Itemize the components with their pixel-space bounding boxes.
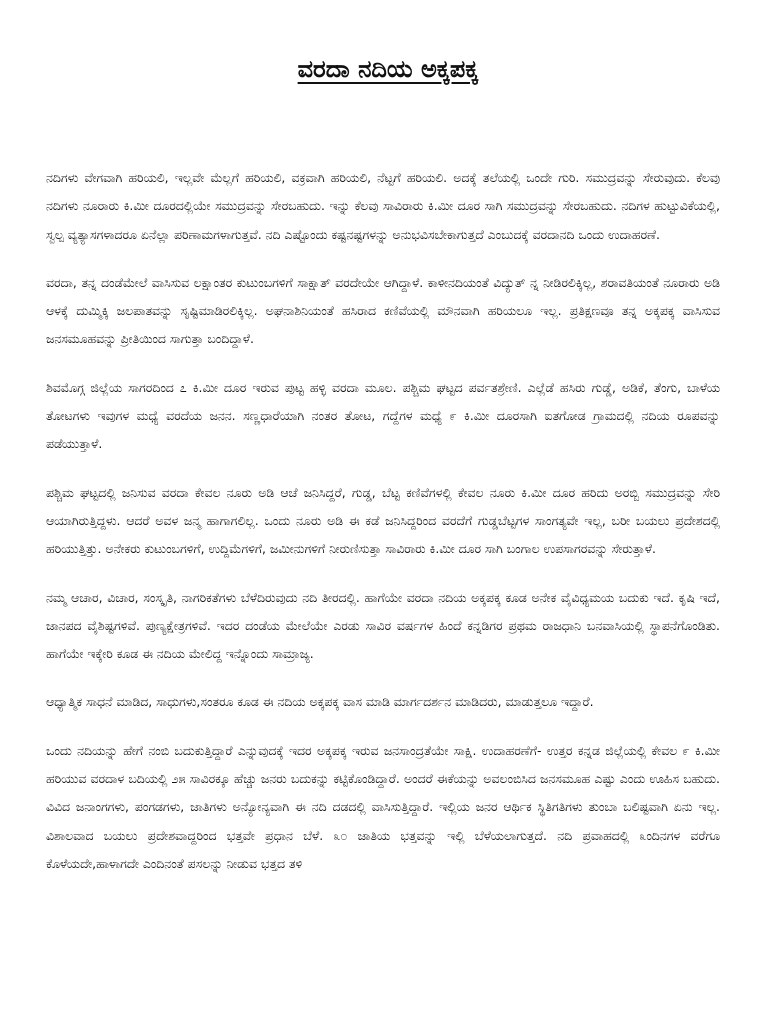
document-title [46, 54, 720, 84]
paragraph-5: ನಮ್ಮ ಆಚಾರ, ವಿಚಾರ, ಸಂಸ್ಕೃತಿ, ನಾಗರಿಕತೆಗಳು ಬೆಳೆದಿರುವುದು ನದಿ ತೀರದಲ್ಲಿ. ಹಾಗೆಯೇ ವರದಾ ನದಿಯ ಅಕ್ಕಪಕ್ಕ ಕೂಡ ಅನೇಕ ವೈವಿಧ್ಯಮಯ ಬದುಕು ಇದೆ. ಕೃಷಿ ಇದೆ, ಜಾನಪದ ವೈಶಿಷ್ಟಗಳಿವೆ. ಪುಣ್ಯಕ್ಷೇತ್ರಗಳಿವೆ. ಇದರ ದಂಡೆಯ ಮೇಲೆಯೇ ಎರಡು ಸಾವಿರ ವರ್ಷಗಳ ಹಿಂದೆ ಕನ್ನಡಿಗರ ಪ್ರಥಮ ರಾಜಧಾನಿ ಬನವಾಸಿಯಲ್ಲಿ ಸ್ಥಾಪನೆಗೊಂಡಿತು. ಹಾಗೆಯೇ ಇಕ್ಕೇರಿ ಕೂಡ ಈ ನದಿಯ ಮೇಲಿದ್ದ ಇನ್ನೊಂದು ಸಾಮ್ರಾಜ್ಯ. [46, 589, 720, 662]
paragraph-7: ಒಂದು ನದಿಯನ್ನು ಹೇಗೆ ನಂಬಿ ಬದುಕುತ್ತಿದ್ದಾರೆ ಎನ್ನುವುದಕ್ಕೆ ಇದರ ಅಕ್ಕಪಕ್ಕ ಇರುವ ಜನಸಾಂದ್ರತೆಯೇ ಸಾಕ್ಷಿ. ಉದಾಹರಣೆಗೆ- ಉತ್ತರ ಕನ್ನಡ ಜಿಲ್ಲೆಯಲ್ಲಿ ಕೇವಲ ೯ ಕಿ.ಮೀ ಹರಿಯುವ ವರದಾಳ ಬದಿಯಲ್ಲಿ ೨೫ ಸಾವಿರಕ್ಕೂ ಹೆಚ್ಚು ಜನರು ಬದುಕನ್ನು ಕಟ್ಟಿಕೊಂಡಿದ್ದಾರೆ. ಅಂದರೆ ಈಕೆಯನ್ನು ಅವಲಂಬಿಸಿದ ಜನಸಮೂಹ ಎಷ್ಟು ಎಂದು ಊಹಿಸ ಬಹುದು. ವಿವಿದ ಜನಾಂಗಗಳು, ಪಂಗಡಗಳು, ಜಾತಿಗಳು ಅನ್ಯೋನ್ಯವಾಗಿ ಈ ನದಿ ದಡದಲ್ಲಿ ವಾಸಿಸುತ್ತಿದ್ದಾರೆ. ಇಲ್ಲಿಯ ಜನರ ಆರ್ಥಿಕ ಸ್ಥಿತಿಗತಿಗಳು ತುಂಬಾ ಬಲಿಷ್ಟವಾಗಿ ಏನು ಇಲ್ಲ. ವಿಶಾಲವಾದ ಬಯಲು ಪ್ರದೇಶವಾದ್ದರಿಂದ ಭತ್ತವೇ ಪ್ರಧಾನ ಬೆಳೆ. ೩೦ ಜಾತಿಯ ಭತ್ತವನ್ನು ಇಲ್ಲಿ ಬೆಳೆಯಲಾಗುತ್ತದೆ. ನದಿ ಪ್ರವಾಹದಲ್ಲಿ ೩ಂದಿನಗಳ ವರೆಗೂ ಕೊಳೆಯದೇ,ಹಾಳಾಗದೇ ಎಂದಿನಂತೆ ಪಸಲನ್ನು ನೀಡುವ ಭತ್ತದ ತಳಿ [46, 742, 720, 871]
paragraph-3: ಶಿವಮೊಗ್ಗ ಜಿಲ್ಲೆಯ ಸಾಗರದಿಂದ ೭ ಕಿ.ಮೀ ದೂರ ಇರುವ ಪುಟ್ಟ ಹಳ್ಳಿ ವರದಾ ಮೂಲ. ಪಶ್ಚಿಮ ಘಟ್ಟದ ಪರ್ವತಶ್ರೇಣಿ. ಎಲ್ಲೆಡೆ ಹಸಿರು ಗುಡ್ಡೆ, ಅಡಿಕೆ, ತೆಂಗು, ಬಾಳೆಯ ತೋಟಗಳು ಇವುಗಳ ಮಧ್ಯೆ ವರದೆಯ ಜನನ. ಸಣ್ಣಧಾರೆಯಾಗಿ ನಂತರ ತೋಟ, ಗದ್ದೆಗಳ ಮಧ್ಯೆ ೯ ಕಿ.ಮೀ ದೂರಸಾಗಿ ಐತಗೋಡ ಗ್ರಾಮದಲ್ಲಿ ನದಿಯ ರೂಪವನ್ನು ಪಡೆಯುತ್ತಾಳೆ. [46, 379, 720, 452]
paragraph-1: ನದಿಗಳು ವೇಗವಾಗಿ ಹರಿಯಲಿ, ಇಲ್ಲವೇ ಮೆಲ್ಲಗೆ ಹರಿಯಲಿ, ವಕ್ರವಾಗಿ ಹರಿಯಲಿ, ನೆಟ್ಟಗೆ ಹರಿಯಲಿ. ಅದಕ್ಕೆ ತಲೆಯಲ್ಲಿ ಒಂದೇ ಗುರಿ. ಸಮುದ್ರವನ್ನು ಸೇರುವುದು. ಕೆಲವು ನದಿಗಳು ನೂರಾರು ಕಿ.ಮೀ ದೂರದಲ್ಲಿಯೇ ಸಮುದ್ರವನ್ನು ಸೇರಬಹುದು. ಇನ್ನು ಕೆಲವು ಸಾವಿರಾರು ಕಿ.ಮೀ ದೂರ ಸಾಗಿ ಸಮುದ್ರವನ್ನು ಸೇರಬಹುದು. ನದಿಗಳ ಹುಟ್ಟುವಿಕೆಯಲ್ಲಿ, ಸ್ವಲ್ಪ ವ್ಯತ್ಯಾಸಗಳಾದರೂ ಏನೆಲ್ಲಾ ಪರಿಣಾಮಗಳಾಗುತ್ತವೆ. ನದಿ ಎಷ್ಟೊಂದು ಕಷ್ಟನಷ್ಟಗಳನ್ನು ಅನುಭವಿಸಬೇಕಾಗುತ್ತದೆ ಎಂಬುದಕ್ಕೆ ವರದಾನದಿ ಒಂದು ಉದಾಹರಣೆ. [46, 170, 720, 242]
paragraph-6: ಆಧ್ಯಾತ್ಮಿಕ ಸಾಧನೆ ಮಾಡಿದ, ಸಾಧುಗಳು,ಸಂತರೂ ಕೂಡ ಈ ನದಿಯ ಅಕ್ಕಪಕ್ಕ ವಾಸ ಮಾಡಿ ಮಾರ್ಗದರ್ಶನ ಮಾಡಿದರು, ಮಾಡುತ್ತಲೂ ಇದ್ದಾರೆ. [46, 694, 594, 710]
document-body [46, 164, 720, 878]
document-title-text: ವರದಾ ನದಿಯ ಅಕ್ಕಪಕ್ಕ [297, 55, 479, 83]
paragraph-4: ಪಶ್ಚಿಮ ಘಟ್ಟದಲ್ಲಿ ಜನಿಸುವ ವರದಾ ಕೇವಲ ನೂರು ಅಡಿ ಆಚೆ ಜನಿಸಿದ್ದರೆ, ಗುಡ್ಡ, ಬೆಟ್ಟ ಕಣಿವೆಗಳಲ್ಲಿ ಕೇವಲ ನೂರು ಕಿ.ಮೀ ದೂರ ಹರಿದು ಅರಬ್ಬಿ ಸಮುದ್ರವನ್ನು ಸೇರಿ ಆಯಾಗಿರುತ್ತಿದ್ದಳು. ಆದರೆ ಅವಳ ಜನ್ಮ ಹಾಗಾಗಲಿಲ್ಲ. ಒಂದು ನೂರು ಅಡಿ ಈ ಕಡೆ ಜನಿಸಿದ್ದರಿಂದ ವರದೆಗೆ ಗುಡ್ಡಬೆಟ್ಟಗಳ ಸಾಂಗತ್ಯವೇ ಇಲ್ಲ, ಬರೀ ಬಯಲು ಪ್ರದೇಶದಲ್ಲಿ ಹರಿಯುತ್ತಿತ್ತು. ಅನೇಕರು ಕುಟುಂಬಗಳಿಗೆ, ಉದ್ದಿಮೆಗಳಿಗೆ, ಜಮೀನುಗಳಿಗೆ ನೀರುಣಿಸುತ್ತಾ ಸಾವಿರಾರು ಕಿ.ಮೀ ದೂರ ಸಾಗಿ ಬಂಗಾಲ ಉಪಸಾಗರವನ್ನು ಸೇರುತ್ತಾಳೆ. [46, 484, 720, 557]
paragraph-2: ವರದಾ, ತನ್ನ ದಂಡೆಮೇಲೆ ವಾಸಿಸುವ ಲಕ್ಷಾಂತರ ಕುಟುಂಬಗಳಿಗೆ ಸಾಕ್ಷಾತ್ ವರದೇಯೇ ಆಗಿದ್ದಾಳೆ. ಕಾಳೀನದಿಯಂತೆ ವಿದ್ಯುತ್ ನ್ನ ನೀಡಿರಲಿಕ್ಕಿಲ್ಲ, ಶರಾವತಿಯಂತೆ ನೂರಾರು ಅಡಿ ಆಳಕ್ಕೆ ದುಮ್ಮಿಕ್ಕಿ ಜಲಪಾತವನ್ನು ಸೃಷ್ಟಿಮಾಡಿರಲಿಕ್ಕಿಲ್ಲ. ಅಘನಾಶಿನಿಯಂತೆ ಹಸಿರಾದ ಕಣಿವೆಯಲ್ಲಿ ಮೌನವಾಗಿ ಹರಿಯಲೂ ಇಲ್ಲ. ಪ್ರತಿಕ್ಷಣವೂ ತನ್ನ ಅಕ್ಕಪಕ್ಕ ವಾಸಿಸುವ ಜನಸಮೂಹವನ್ನು ಪ್ರೀತಿಯಿಂದ ಸಾಗುತ್ತಾ ಬಂದಿದ್ದಾಳೆ. [46, 274, 720, 347]
